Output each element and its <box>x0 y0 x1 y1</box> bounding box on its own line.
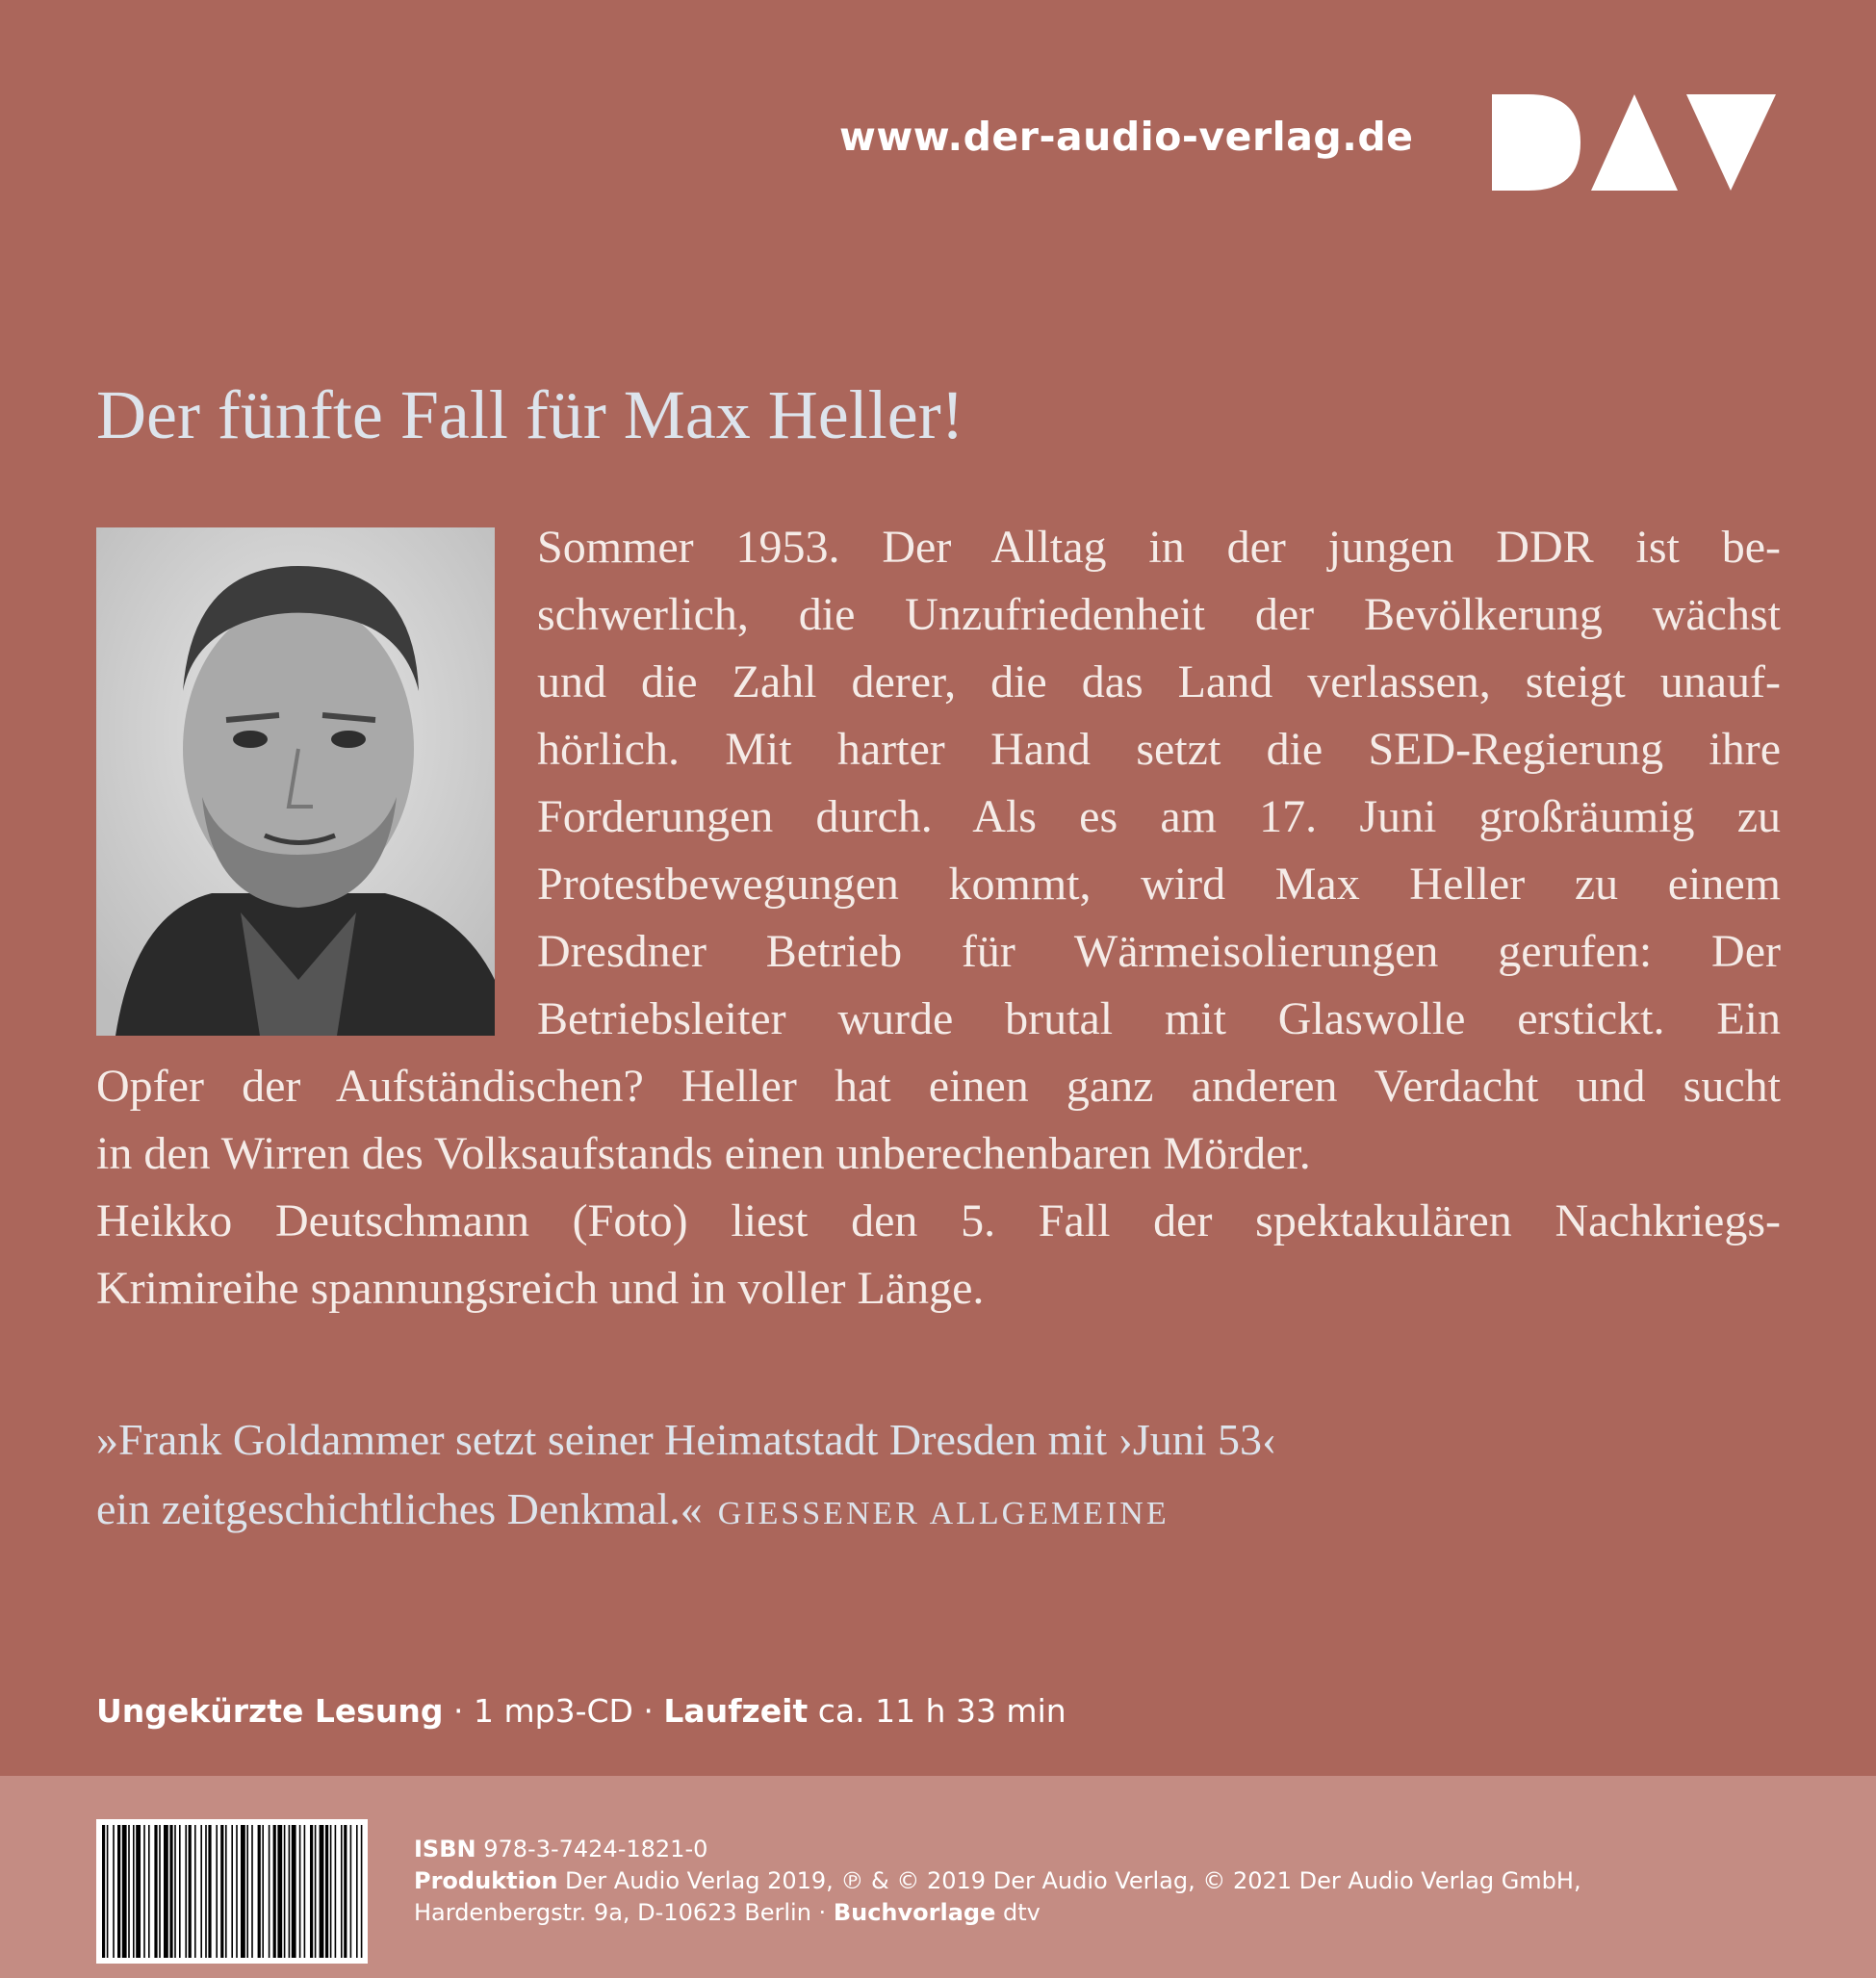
barcode-bar <box>200 1825 202 1958</box>
description-line: Heikko Deutschmann (Foto) liest den 5. Fall der spektakulären Nachkriegs- <box>96 1195 1781 1246</box>
barcode-bar <box>164 1825 168 1958</box>
barcode-bar <box>241 1825 245 1958</box>
isbn-label: ISBN <box>414 1836 476 1862</box>
dav-logo <box>1492 94 1781 191</box>
barcode-bar <box>289 1825 291 1958</box>
barcode-bar <box>325 1825 328 1958</box>
barcode-bar <box>236 1825 238 1958</box>
description-line: Betriebsleiter wurde brutal mit Glaswolle erstickt. Ein <box>537 993 1781 1044</box>
address-text: Hardenbergstr. 9a, D-10623 Berlin · <box>414 1899 834 1926</box>
publisher-url[interactable]: www.der-audio-verlag.de <box>839 114 1414 160</box>
source-value: dtv <box>995 1899 1041 1926</box>
barcode-bar <box>310 1825 313 1958</box>
isbn-value: 978-3-7424-1821-0 <box>475 1836 708 1862</box>
barcode-bar <box>205 1825 207 1958</box>
barcode-bar <box>299 1825 301 1958</box>
barcode-bar <box>330 1825 332 1958</box>
legal-info <box>414 1834 1581 1929</box>
address-line <box>414 1897 1581 1929</box>
barcode-bar <box>335 1825 337 1958</box>
headline: Der fünfte Fall für Max Heller! <box>96 376 964 453</box>
description-line: in den Wirren des Volksaufstands einen unberechenbaren Mörder. <box>96 1128 1311 1179</box>
barcode-bar <box>102 1825 105 1958</box>
barcode-bar <box>284 1825 286 1958</box>
description-line: hörlich. Mit harter Hand setzt die SED-Regierung ihre <box>537 724 1781 775</box>
barcode-bar <box>304 1825 306 1958</box>
edition-label: Ungekürzte Lesung <box>96 1692 444 1730</box>
barcode-bar <box>251 1825 253 1958</box>
barcode-bar <box>136 1825 141 1958</box>
description-line: Sommer 1953. Der Alltag in der jungen DDR ist be- <box>537 522 1781 573</box>
barcode-bar <box>208 1825 211 1958</box>
barcode-bar <box>107 1825 109 1958</box>
barcode-bar <box>179 1825 181 1958</box>
barcode-bar <box>344 1825 347 1958</box>
barcode-bar <box>231 1825 233 1958</box>
barcode-bar <box>258 1825 261 1958</box>
barcode-bar <box>262 1825 264 1958</box>
barcode-bar <box>133 1825 135 1958</box>
barcode-bar <box>350 1825 352 1958</box>
quote-line <box>96 1475 1276 1549</box>
barcode-bar <box>225 1825 227 1958</box>
barcode-bar <box>148 1825 150 1958</box>
quote-source: GIESSENER ALLGEMEINE <box>717 1496 1169 1531</box>
press-quote <box>96 1405 1276 1549</box>
quote-text: ein zeitgeschichtliches Denkmal.« <box>96 1484 703 1533</box>
product-info <box>96 1692 1066 1730</box>
description-line: Dresdner Betrieb für Wärmeisolierungen gerufen: Der <box>537 926 1781 977</box>
barcode-bar <box>169 1825 172 1958</box>
barcode-bar <box>113 1825 115 1958</box>
barcode-bar <box>143 1825 145 1958</box>
quote-line: »Frank Goldammer setzt seiner Heimatstadt Dresden mit ›Juni 53‹ <box>96 1415 1277 1464</box>
description-line: Krimireihe spannungsreich und in voller Länge. <box>96 1263 985 1314</box>
description-line: Forderungen durch. Als es am 17. Juni großräumig zu <box>537 791 1781 842</box>
barcode-bar <box>356 1825 358 1958</box>
barcode-bar <box>320 1825 324 1958</box>
description-line: schwerlich, die Unzufriedenheit der Bevölkerung wächst <box>537 589 1781 640</box>
runtime-label: Laufzeit <box>663 1692 809 1730</box>
description-line: und die Zahl derer, die das Land verlassen, steigt unauf- <box>537 656 1781 707</box>
format-text: · 1 mp3-CD · <box>443 1692 664 1730</box>
barcode-bar <box>174 1825 176 1958</box>
barcode <box>96 1819 368 1964</box>
production-line <box>414 1865 1581 1897</box>
barcode-bar <box>122 1825 127 1958</box>
barcode-bar <box>117 1825 120 1958</box>
barcode-bar <box>361 1825 363 1958</box>
source-label: Buchvorlage <box>833 1899 996 1926</box>
barcode-bar <box>216 1825 218 1958</box>
barcode-bar <box>341 1825 343 1958</box>
description-line: Opfer der Aufständischen? Heller hat einen ganz anderen Verdacht und sucht <box>96 1061 1781 1112</box>
barcode-bar <box>159 1825 161 1958</box>
barcode-bar <box>220 1825 223 1958</box>
barcode-bar <box>154 1825 157 1958</box>
barcode-bar <box>315 1825 317 1958</box>
barcode-bar <box>277 1825 282 1958</box>
production-text: Der Audio Verlag 2019, ℗ & © 2019 Der Audio Verlag, © 2021 Der Audio Verlag GmbH, <box>557 1867 1581 1894</box>
barcode-bar <box>128 1825 130 1958</box>
narrator-photo <box>96 527 495 1036</box>
runtime-value: ca. 11 h 33 min <box>808 1692 1066 1730</box>
barcode-bar <box>269 1825 270 1958</box>
description-line: Protestbewegungen kommt, wird Max Heller zu einem <box>537 859 1781 910</box>
isbn-line <box>414 1834 1581 1865</box>
barcode-bar <box>273 1825 276 1958</box>
barcode-bar <box>185 1825 187 1958</box>
barcode-bar <box>189 1825 192 1958</box>
barcode-bar <box>194 1825 196 1958</box>
barcode-bar <box>246 1825 248 1958</box>
barcode-bar <box>292 1825 296 1958</box>
production-label: Produktion <box>414 1867 558 1894</box>
